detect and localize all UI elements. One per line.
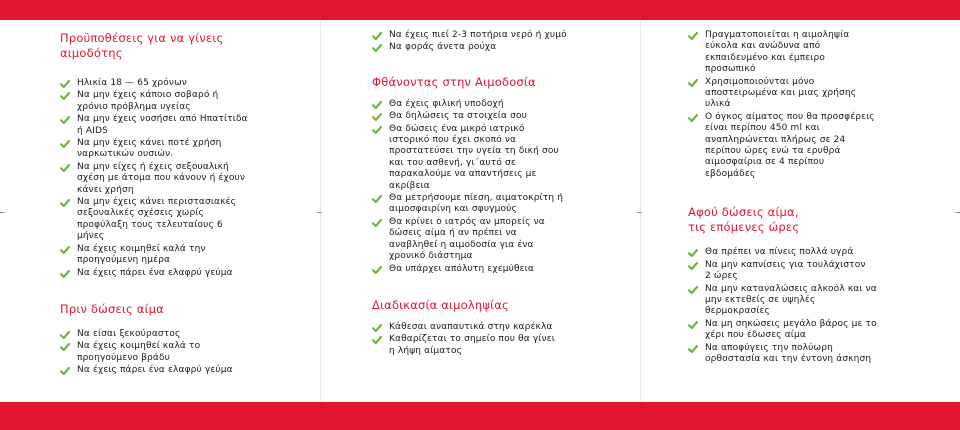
list-item-line: αιμοσφαιρίνη και σφυγμούς — [389, 204, 517, 215]
list-item-line: Κάθεσαι αναπαυτικά στην καρέκλα — [389, 321, 553, 332]
donation-facts-list — [688, 30, 950, 180]
list-item-line: Πραγματοποιείται η αιμοληψία — [705, 30, 850, 40]
list-item-line: θερμοκρασίες — [705, 306, 770, 317]
list-item-line: χρόνιο πρόβλημα υγείας — [77, 101, 191, 112]
list-item-line: Να έχεις πάρει ένα ελαφρύ γεύμα — [77, 267, 233, 278]
check-icon — [372, 336, 382, 344]
list-item-line: μην εκτεθείς σε υψηλές — [705, 294, 816, 305]
check-icon — [60, 331, 70, 339]
check-icon — [688, 249, 698, 257]
list-item-line: η λήψη αίματος — [389, 345, 463, 356]
list-item-line: Να μη σηκώσεις μεγάλο βάρος με το — [705, 318, 877, 329]
panel-fold-2 — [640, 20, 641, 402]
list-item-line: Θα έχεις φιλική υποδοχή — [389, 98, 504, 109]
arrival-heading: Φθάνοντας στην Αιμοδοσία — [372, 74, 536, 89]
list-item-line: Θα υπάρχει απόλυτη εχεμύθεια — [389, 263, 534, 274]
eligibility-list — [60, 78, 310, 279]
list-item-line: Να είσαι ξεκούραστος — [77, 328, 181, 339]
check-icon — [60, 199, 70, 207]
list-item-line: Θα πρέπει να πίνεις πολλά υγρά — [705, 247, 854, 258]
check-icon — [60, 343, 70, 351]
list-item-line: Να μην καταναλώσεις αλκοόλ και να — [705, 283, 877, 294]
check-icon — [688, 262, 698, 270]
after-donation-list — [688, 247, 950, 365]
fold-mark-2 — [637, 212, 642, 213]
list-item-line: Να έχεις κοιμηθεί καλά το — [77, 341, 201, 352]
bottom-red-band — [0, 402, 960, 430]
list-item — [60, 90, 310, 113]
panel-fold-1 — [320, 20, 321, 402]
list-item-line: αποστειρωμένα και μιας χρήσης — [705, 88, 857, 99]
list-item-line: μήνες — [77, 231, 105, 242]
list-item-line: χέρι που έδωσες αίμα — [705, 330, 806, 341]
list-item-line: σχέση με άτομα που κάνουν ή έχουν — [77, 173, 246, 184]
check-icon — [372, 101, 382, 109]
list-item — [372, 217, 634, 263]
list-item — [372, 322, 634, 333]
list-item — [372, 334, 634, 357]
check-icon — [688, 114, 698, 122]
eligibility-heading: Προϋποθέσεις για να γίνεις αιμοδότης — [60, 31, 224, 60]
list-item — [60, 78, 310, 89]
check-icon — [688, 286, 698, 294]
list-item-line: χρονικό διάστημα — [389, 251, 473, 262]
list-item-line: Θα δώσεις ένα μικρό ιατρικό — [389, 123, 525, 134]
list-item — [60, 244, 310, 267]
check-icon — [688, 345, 698, 353]
list-item — [688, 112, 950, 180]
list-item — [688, 284, 950, 318]
list-item — [688, 247, 950, 258]
check-icon — [688, 32, 698, 40]
list-item — [688, 319, 950, 342]
list-item-line: ή AIDS — [77, 125, 108, 136]
list-item-line: Χρησιμοποιούνται μόνο — [705, 76, 815, 87]
list-item-line: Να μην καπνίσεις για τουλάχιστον — [705, 259, 866, 270]
list-item — [372, 111, 634, 122]
list-item-line: προστατεύσει την υγεία τη δική σου — [389, 146, 559, 157]
check-icon — [372, 324, 382, 332]
list-item-line: Να φοράς άνετα ρούχα — [389, 42, 497, 53]
list-item-line: κάνει χρήση — [77, 184, 134, 195]
list-item — [688, 260, 950, 283]
list-item — [60, 329, 310, 340]
check-icon — [372, 195, 382, 203]
list-item — [372, 30, 634, 41]
list-item-line: αναπληρώνεται πλήρως σε 24 — [705, 134, 846, 145]
list-item — [60, 341, 310, 364]
column-eligibility — [60, 20, 310, 377]
list-item-line: ορθοστασία και την έντονη άσκηση — [705, 353, 872, 364]
column-arrival — [372, 20, 634, 357]
column-after — [688, 20, 950, 365]
list-item-line: είναι περίπου 450 ml και — [705, 123, 820, 134]
list-item — [60, 114, 310, 137]
list-item-line: αιμοσφαίρια σε 4 περίπου — [705, 157, 825, 168]
list-item-line: Θα κρίνει ο ιατρός αν μπορείς να — [389, 216, 545, 227]
check-icon — [372, 266, 382, 274]
list-item-line: εβδομάδες — [705, 168, 756, 179]
arrival-list — [372, 99, 634, 275]
list-item-line: υλικά — [705, 99, 731, 110]
list-item — [372, 42, 634, 53]
list-item-line: 2 ώρες — [705, 271, 738, 282]
list-item — [688, 77, 950, 111]
list-item — [688, 30, 950, 76]
check-icon — [372, 44, 382, 52]
check-icon — [60, 80, 70, 88]
check-icon — [60, 246, 70, 254]
list-item-line: ακρίβεια — [389, 180, 430, 191]
list-item-line: Να μην έχεις κάνει ποτέ χρήση — [77, 138, 222, 149]
check-icon — [60, 140, 70, 148]
check-icon — [60, 92, 70, 100]
list-item — [60, 162, 310, 196]
check-icon — [688, 79, 698, 87]
list-item — [372, 124, 634, 192]
top-red-band — [0, 0, 960, 20]
list-item-line: προηγούμενο βράδυ — [77, 352, 171, 363]
before-donation-heading: Πριν δώσεις αίμα — [60, 301, 164, 316]
after-donation-heading: Αφού δώσεις αίμα, τις επόμενες ώρες — [688, 205, 800, 235]
list-item-line: Να μην έχεις νοσήσει από Ηπατίτιδα — [77, 114, 248, 125]
list-item-line: ναρκωτικών ουσιών. — [77, 149, 174, 160]
list-item-line: αναβληθεί η αιμοδοσία για ένα — [389, 239, 534, 250]
list-item — [372, 99, 634, 110]
list-item — [60, 365, 310, 376]
list-item-line: προηγούμενη ημέρα — [77, 255, 171, 266]
check-icon — [372, 126, 382, 134]
list-item — [60, 268, 310, 279]
check-icon — [60, 270, 70, 278]
list-item-line: Να έχεις πάρει ένα ελαφρύ γεύμα — [77, 365, 233, 376]
procedure-heading: Διαδικασία αιμοληψίας — [372, 297, 509, 312]
check-icon — [688, 321, 698, 329]
check-icon — [372, 113, 382, 121]
list-item — [688, 343, 950, 366]
list-item-line: εκπαιδευμένο και έμπειρο — [705, 52, 826, 63]
list-item-line: παρακαλούμε να απαντήσεις με — [389, 169, 537, 180]
list-item-line: Να αποφύγεις την πολύωρη — [705, 342, 833, 353]
list-item-line: προφύλαξη τους τελευταίους 6 — [77, 219, 223, 230]
check-icon — [60, 116, 70, 124]
list-item-line: σεξουαλικές σχέσεις χωρίς — [77, 208, 204, 219]
before-donation-list — [60, 329, 310, 377]
list-item-line: Καθαρίζεται το σημείο που θα γίνει — [389, 334, 555, 345]
list-item-line: περίπου ώρες ενώ τα ερυθρά — [705, 146, 841, 157]
preparation-list — [372, 30, 634, 54]
check-icon — [60, 164, 70, 172]
procedure-list — [372, 322, 634, 357]
list-item — [60, 138, 310, 161]
list-item-line: Να μην είχες ή έχεις σεξουαλική — [77, 161, 229, 172]
list-item — [60, 197, 310, 243]
list-item-line: Να έχεις κοιμηθεί καλά την — [77, 243, 206, 254]
list-item-line: Θα μετρήσουμε πίεση, αιματοκρίτη ή — [389, 193, 564, 204]
list-item-line: Ο όγκος αίματος που θα προσφέρεις — [705, 111, 875, 122]
list-item-line: Να μην έχεις κάποιο σοβαρό ή — [77, 90, 219, 101]
list-item-line: δώσεις αίμα ή αν πρέπει να — [389, 228, 517, 239]
list-item — [372, 264, 634, 275]
fold-mark-left — [0, 212, 5, 213]
list-item-line: ιστορικό που έχει σκοπό να — [389, 135, 517, 146]
list-item-line: Θα δηλώσεις τα στοιχεία σου — [389, 111, 527, 122]
list-item-line: και του ασθενή, γι΄αυτό σε — [389, 157, 516, 168]
list-item-line: Ηλικία 18 — 65 χρόνων — [77, 78, 187, 88]
list-item-line: Να μην έχεις κάνει περιστασιακές — [77, 197, 237, 208]
list-item-line: προσωπικό — [705, 64, 756, 75]
fold-mark-right — [955, 212, 960, 213]
check-icon — [372, 32, 382, 40]
check-icon — [60, 367, 70, 375]
list-item — [372, 193, 634, 216]
list-item-line: εύκολα και ανώδυνα από — [705, 41, 821, 52]
list-item-line: Να έχεις πιεί 2-3 ποτήρια νερό ή χυμό — [389, 30, 567, 40]
check-icon — [372, 219, 382, 227]
fold-mark-1 — [317, 212, 322, 213]
